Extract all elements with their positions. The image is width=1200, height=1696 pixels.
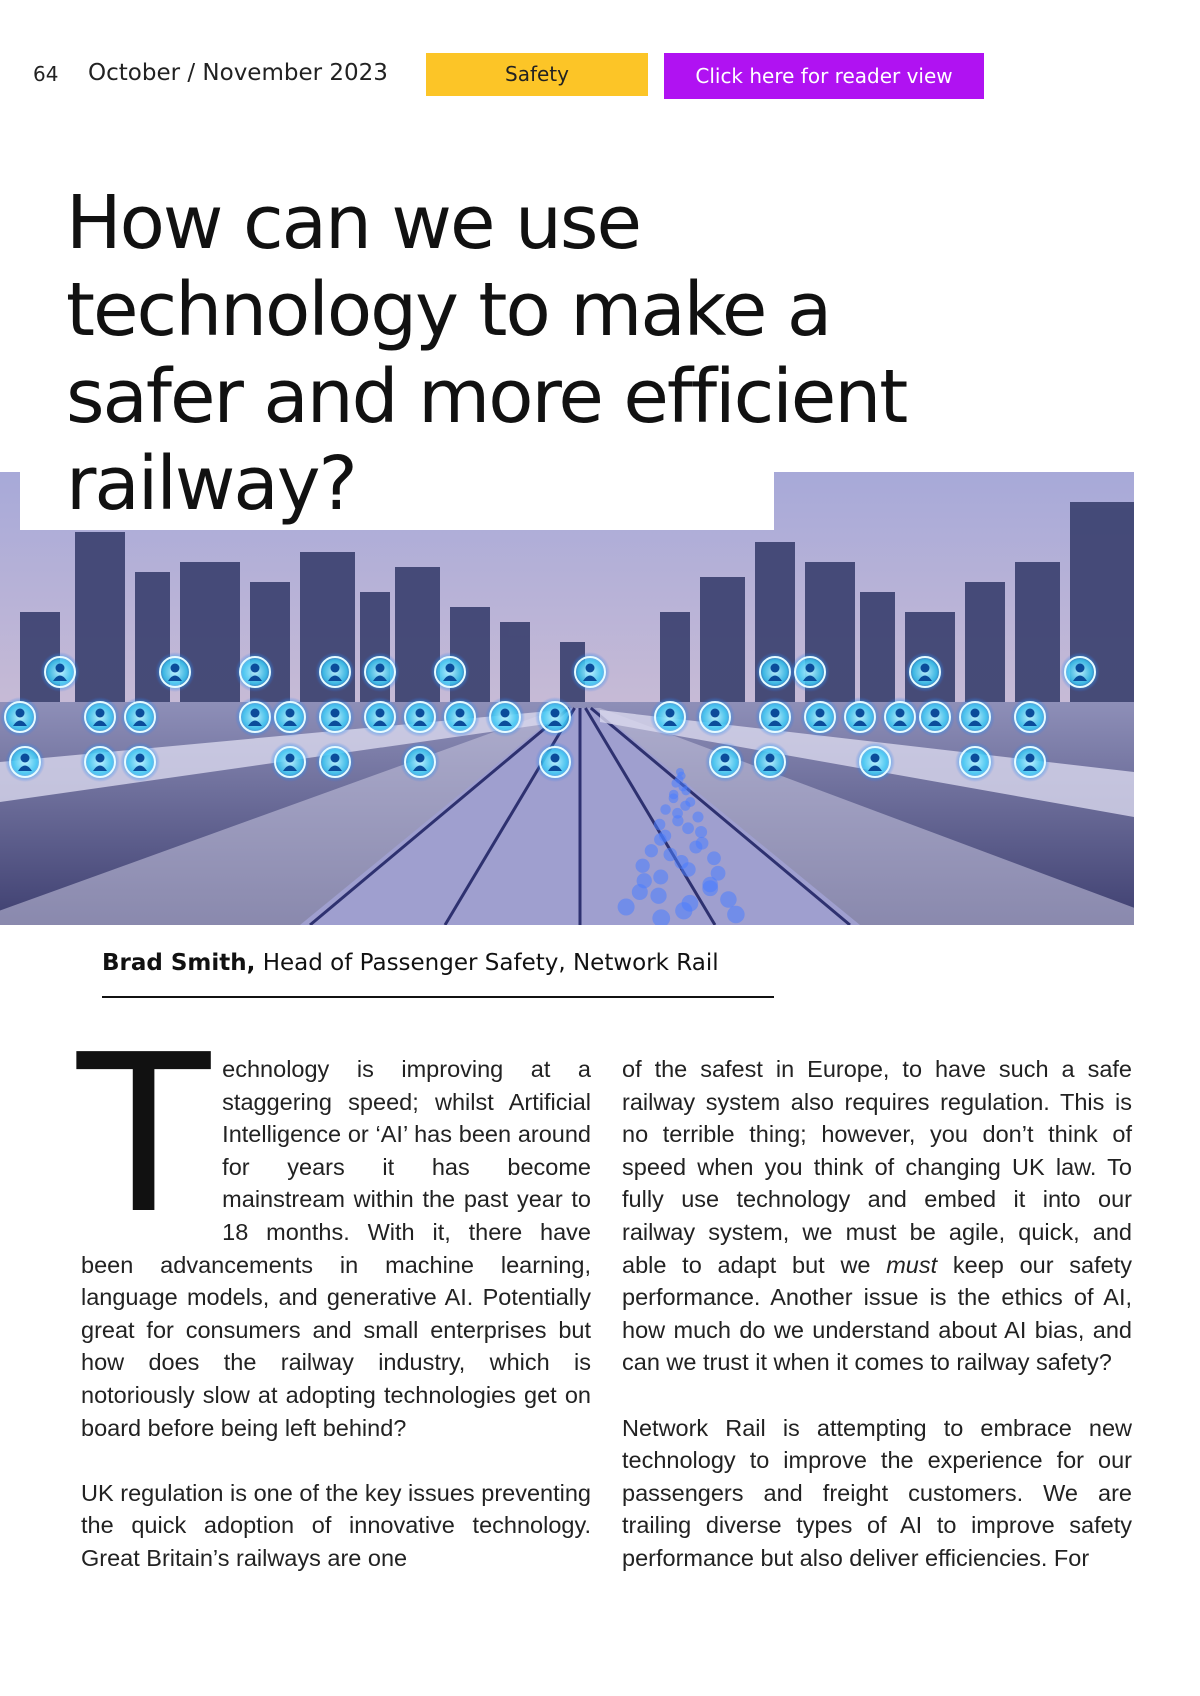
person-node-icon <box>270 742 310 782</box>
skyline-building <box>965 582 1005 712</box>
person-node-icon <box>880 697 920 737</box>
light-particle <box>650 888 666 904</box>
person-node-icon <box>535 697 575 737</box>
byline <box>102 950 782 976</box>
paragraph: Network Rail is attempting to embrace new technology to improve the experience for our passengers and freight customers. We are trailing diverse types of AI to improve safety performance but also deliver efficiencies. For <box>622 1414 1132 1571</box>
person-node-icon <box>155 652 195 692</box>
person-node-icon <box>570 652 610 692</box>
person-node-icon <box>800 697 840 737</box>
person-node-icon <box>80 742 120 782</box>
skyline-building <box>360 592 390 712</box>
person-node-icon <box>650 697 690 737</box>
skyline-building <box>1015 562 1060 712</box>
light-particle <box>692 812 703 823</box>
light-particle <box>689 841 702 854</box>
page-number: 64 <box>33 62 59 86</box>
person-node-icon <box>855 742 895 782</box>
light-particle <box>695 826 707 838</box>
person-node-icon <box>360 652 400 692</box>
light-particle <box>660 804 671 815</box>
light-particle <box>664 848 678 862</box>
person-node-icon <box>40 652 80 692</box>
person-node-icon <box>750 742 790 782</box>
person-node-icon <box>955 697 995 737</box>
person-node-icon <box>235 697 275 737</box>
person-node-icon <box>695 697 735 737</box>
light-particle <box>702 880 718 896</box>
issue-date: October / November 2023 <box>88 60 388 86</box>
page-header <box>0 0 1200 120</box>
skyline-building <box>180 562 240 712</box>
light-particle <box>654 833 667 846</box>
light-particle <box>680 801 690 811</box>
person-node-icon <box>315 697 355 737</box>
person-node-icon <box>790 652 830 692</box>
light-particle <box>672 815 683 826</box>
drop-cap: T <box>77 1009 211 1262</box>
article-title: How can we use technology to make a safer and more efficient railway? <box>66 180 907 527</box>
person-node-icon <box>430 652 470 692</box>
light-particle <box>720 891 737 908</box>
light-particle <box>645 844 658 857</box>
light-particle <box>632 884 648 900</box>
light-particle <box>727 906 745 924</box>
skyline-building <box>135 572 170 712</box>
light-particle <box>636 859 650 873</box>
light-particle <box>707 851 721 865</box>
person-node-icon <box>755 652 795 692</box>
hero-image <box>0 472 1134 925</box>
person-node-icon <box>315 652 355 692</box>
byline-divider <box>102 996 774 998</box>
person-node-icon <box>915 697 955 737</box>
person-node-icon <box>705 742 745 782</box>
reader-view-button[interactable]: Click here for reader view <box>664 53 984 99</box>
person-node-icon <box>120 697 160 737</box>
skyline-building <box>395 567 440 712</box>
article-column-left <box>77 1009 591 1607</box>
light-particle <box>669 793 679 803</box>
paragraph <box>77 1009 591 1444</box>
paragraph: UK regulation is one of the key issues preventing the quick adoption of innovative technology. Great Britain’s railways are one <box>81 1479 591 1571</box>
person-node-icon <box>905 652 945 692</box>
person-node-icon <box>80 697 120 737</box>
person-node-icon <box>0 697 40 737</box>
skyline-building <box>250 582 290 712</box>
light-particle <box>681 862 696 877</box>
person-node-icon <box>755 697 795 737</box>
person-node-icon <box>1010 697 1050 737</box>
light-particle <box>618 899 635 916</box>
person-node-icon <box>235 652 275 692</box>
paragraph-text: of the safest in Europe, to have such a safe railway system also requires regulation. This is no terrible thing; however, you don’t think of speed when you think of changing UK law. To fully use technology and embed it into our railway system, we must be agile, quick, and able to adapt but we <box>622 1056 1132 1278</box>
person-node-icon <box>400 742 440 782</box>
light-particle <box>653 870 668 885</box>
light-particle <box>682 822 694 834</box>
person-node-icon <box>400 697 440 737</box>
person-node-icon <box>485 697 525 737</box>
light-particle <box>675 902 692 919</box>
person-node-icon <box>315 742 355 782</box>
light-particle <box>654 819 666 831</box>
person-node-icon <box>120 742 160 782</box>
paragraph-text: echnology is improving at a staggering speed; whilst Artificial Intelligence or ‘AI’ has been around for years it has become mainstream within the past year to 18 months. With it, there have been advancements in machine learning, language models, and generative AI. Potentially great for consumers and small enterprises but how does the railway industry, which is notoriously slow at adopting technologies get on board before being left behind? <box>81 1056 591 1441</box>
person-node-icon <box>955 742 995 782</box>
person-node-icon <box>1010 742 1050 782</box>
paragraph-text: keep our safety performance. Another issue is the ethics of AI, how much do we understand about AI bias, and can we trust it when it comes to railway safety? <box>622 1251 1132 1376</box>
person-node-icon <box>1060 652 1100 692</box>
person-node-icon <box>440 697 480 737</box>
skyline-building <box>700 577 745 712</box>
person-node-icon <box>5 742 45 782</box>
paragraph <box>622 1053 1132 1379</box>
skyline-building <box>75 532 125 712</box>
person-node-icon <box>840 697 880 737</box>
section-tag: Safety <box>426 53 648 96</box>
person-node-icon <box>360 697 400 737</box>
light-particle <box>681 786 690 795</box>
person-node-icon <box>270 697 310 737</box>
skyline-building <box>660 612 690 712</box>
skyline-building <box>860 592 895 712</box>
person-node-icon <box>535 742 575 782</box>
emphasis: must <box>886 1251 938 1278</box>
author-name: Brad Smith, <box>102 950 256 976</box>
author-role: Head of Passenger Safety, Network Rail <box>262 950 719 976</box>
article-column-right <box>622 1053 1132 1607</box>
railway-network-illustration <box>0 472 1134 925</box>
